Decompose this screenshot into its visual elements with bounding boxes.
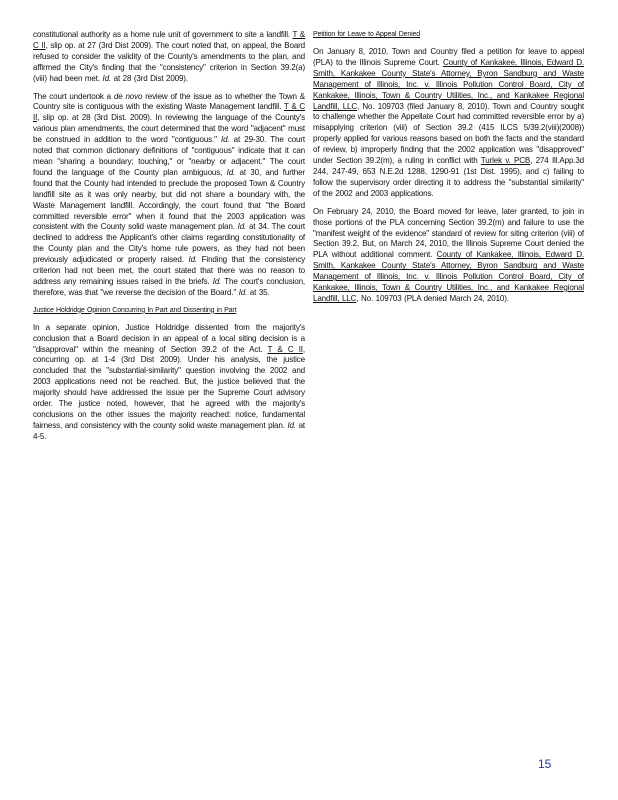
section-heading-pla-denied: Petition for Leave to Appeal Denied xyxy=(313,31,420,38)
paragraph-text: , No. 109703 (filed January 8, 2010). Town and Country sought to challenge whether the Appellate Court had committed reversible error by a) misapplying criterion (viii) of Section 39.2 (415 ILCS 5/39.2(viii)(2008)) properly applied for various reasons based on both the facts and the standard of review, b) improperly finding that the 2002 application was "disapproved" under Section 39.2(m), a ruling in conflict with xyxy=(313,101,584,166)
italic-citation: Id. xyxy=(188,255,197,265)
left-paragraphs-before xyxy=(33,30,305,299)
italic-citation: Id. xyxy=(237,222,247,232)
page-number: 15 xyxy=(538,757,552,771)
paragraph-text: at 29-30. The court noted that common dictionary definitions of "contiguous" indicate that it can mean "sharing a boundary; touching," or "nearby or adjacent." The court found the language of the County plan ambiguous, xyxy=(33,135,305,177)
paragraph-text: at 4-5. xyxy=(33,420,305,441)
italic-citation: Id. xyxy=(238,287,248,297)
italic-citation: Id. xyxy=(221,135,230,145)
paragraph-text: Finding that the consistency criterion had not been met, the court stated that there was no reason to address any remaining issues raised in the briefs. xyxy=(33,255,306,286)
case-citation-link[interactable]: Turlek v. PCB xyxy=(480,156,531,166)
paragraph-text: review of the issue as to whether the Town & Country site is contiguous with the existing Waste Management landfill. xyxy=(33,91,305,112)
paragraph-text: The court undertook a xyxy=(33,91,114,101)
left-paragraphs-after xyxy=(33,323,305,443)
paragraph-text: , slip op. at 28 (3rd Dist. 2009). In reviewing the language of the County's various plan amendments, the court determined that the word "adjacent" must be construed in addition to the word "contiguous." xyxy=(33,113,305,145)
paragraph-text: at 35. xyxy=(247,287,270,297)
body-paragraph xyxy=(33,30,305,85)
body-paragraph xyxy=(33,323,305,443)
italic-citation: Id. xyxy=(102,73,112,83)
case-citation-link[interactable]: T & C II xyxy=(267,344,303,354)
paragraph-text: The court's conclusion, therefore, was that "we reverse the decision of the Board." xyxy=(33,276,305,297)
italic-citation: Id. xyxy=(212,276,222,286)
body-paragraph xyxy=(313,207,584,305)
case-citation-link[interactable]: County of Kankakee, Illinois, Edward D. Smith, Kankakee County State's Attorney, Byron Sandburg and Waste Management of Illinois, Inc. v. Illinois Pollution Control Board, City of Kankakee, Illinois, Town & Country Utilities, Inc., and Kankakee Regional Landfill, LLC xyxy=(313,250,584,303)
paragraph-text: , concurring op. at 1-4 (3rd Dist 2009). Under his analysis, the justice concluded that the "substantial-similarity" question involving the 2002 and 2003 applications need not be reached. But, the justice believed that the majority should have addressed the issue per the Supreme Court advisory order. The justice noted, however, that he agreed with the majority's conclusions on the other issues the majority reached: notice, fundamental fairness, and consistency with the county solid waste management plan. xyxy=(33,344,305,430)
paragraph-text: , 274 Ill.App.3d 244, 247-49, 653 N.E.2d 1288, 1290-91 (1st Dist. 1995), and c) failing to follow the supervisory order directing it to address the "substantial similarity" of the 2002 and 2003 applications. xyxy=(313,156,585,198)
right-paragraphs xyxy=(313,47,584,305)
italic-citation: Id. xyxy=(226,167,236,177)
italic-citation: Id. xyxy=(287,420,296,430)
paragraph-text: On February 24, 2010, the Board moved for leave, later granted, to join in those portions of the PLA concerning Section 39.2(m) and failure to use the "manifest weight of the evidence" standard of review for siting criterion (viii) of Section 39.2. But, on March 24, 2010, the Illinois Supreme Court denied the PLA without additional comment. xyxy=(313,206,584,260)
section-heading-holdridge: Justice Holdridge Opinion Concurring In Part and Dissenting in Part xyxy=(33,306,237,314)
body-paragraph xyxy=(313,47,584,200)
italic-citation: de novo xyxy=(113,91,143,101)
case-citation-link[interactable]: County of Kankakee, Illinois, Edward D. Smith, Kankakee County State's Attorney, Byron Sandburg and Waste Management of Illinois, Inc. v. Illinois Pollution Control Board, City of Kankakee, Illinois, Town & Country Utilities, Inc., and Kankakee Regional Landfill, LLC xyxy=(313,57,584,111)
paragraph-text: , No. 109703 (PLA denied March 24, 2010). xyxy=(356,293,509,303)
body-paragraph xyxy=(33,92,305,299)
paragraph-text: at 34. The court declined to address the Applicant's other claims regarding constitutionality of the County plan and the City's home rule powers, as they had not been previously adjudicated or properly raised. xyxy=(33,222,305,265)
paragraph-text: , slip op. at 27 (3rd Dist 2009). The court noted that, on appeal, the Board refused to consider the validity of the County's amendments to the plan, and affirmed the City's finding that the "consistency" criterion in Section 39.2(a)(viii) had been met. xyxy=(33,40,305,83)
right-column xyxy=(313,30,584,312)
paragraph-text: constitutional authority as a home rule unit of government to site a landfill. xyxy=(33,30,293,39)
paragraph-text: On January 8, 2010, Town and Country filed a petition for leave to appeal (PLA) to the Illinois Supreme Court. xyxy=(313,47,584,67)
case-citation-link[interactable]: T & C II xyxy=(33,30,305,50)
paragraph-text: at 28 (3rd Dist 2009). xyxy=(111,73,188,83)
left-column xyxy=(33,30,305,450)
paragraph-text: In a separate opinion, Justice Holdridge dissented from the majority's conclusion that a Board decision in an appeal of a local siting decision is a "disapproval" within the meaning of Section 39.2 of the Act. xyxy=(33,322,305,354)
case-citation-link[interactable]: T & C II xyxy=(33,102,306,123)
paragraph-text: at 30, and further found that the County had intended to preclude the proposed Town & Country landfill site as it was only nearby, but did not share a boundary with, the Waste Management landfill. Accordingly, the court found that "the Board committed reversible error" when it found that the 2003 application was consistent with the County solid waste management plan. xyxy=(33,167,305,232)
